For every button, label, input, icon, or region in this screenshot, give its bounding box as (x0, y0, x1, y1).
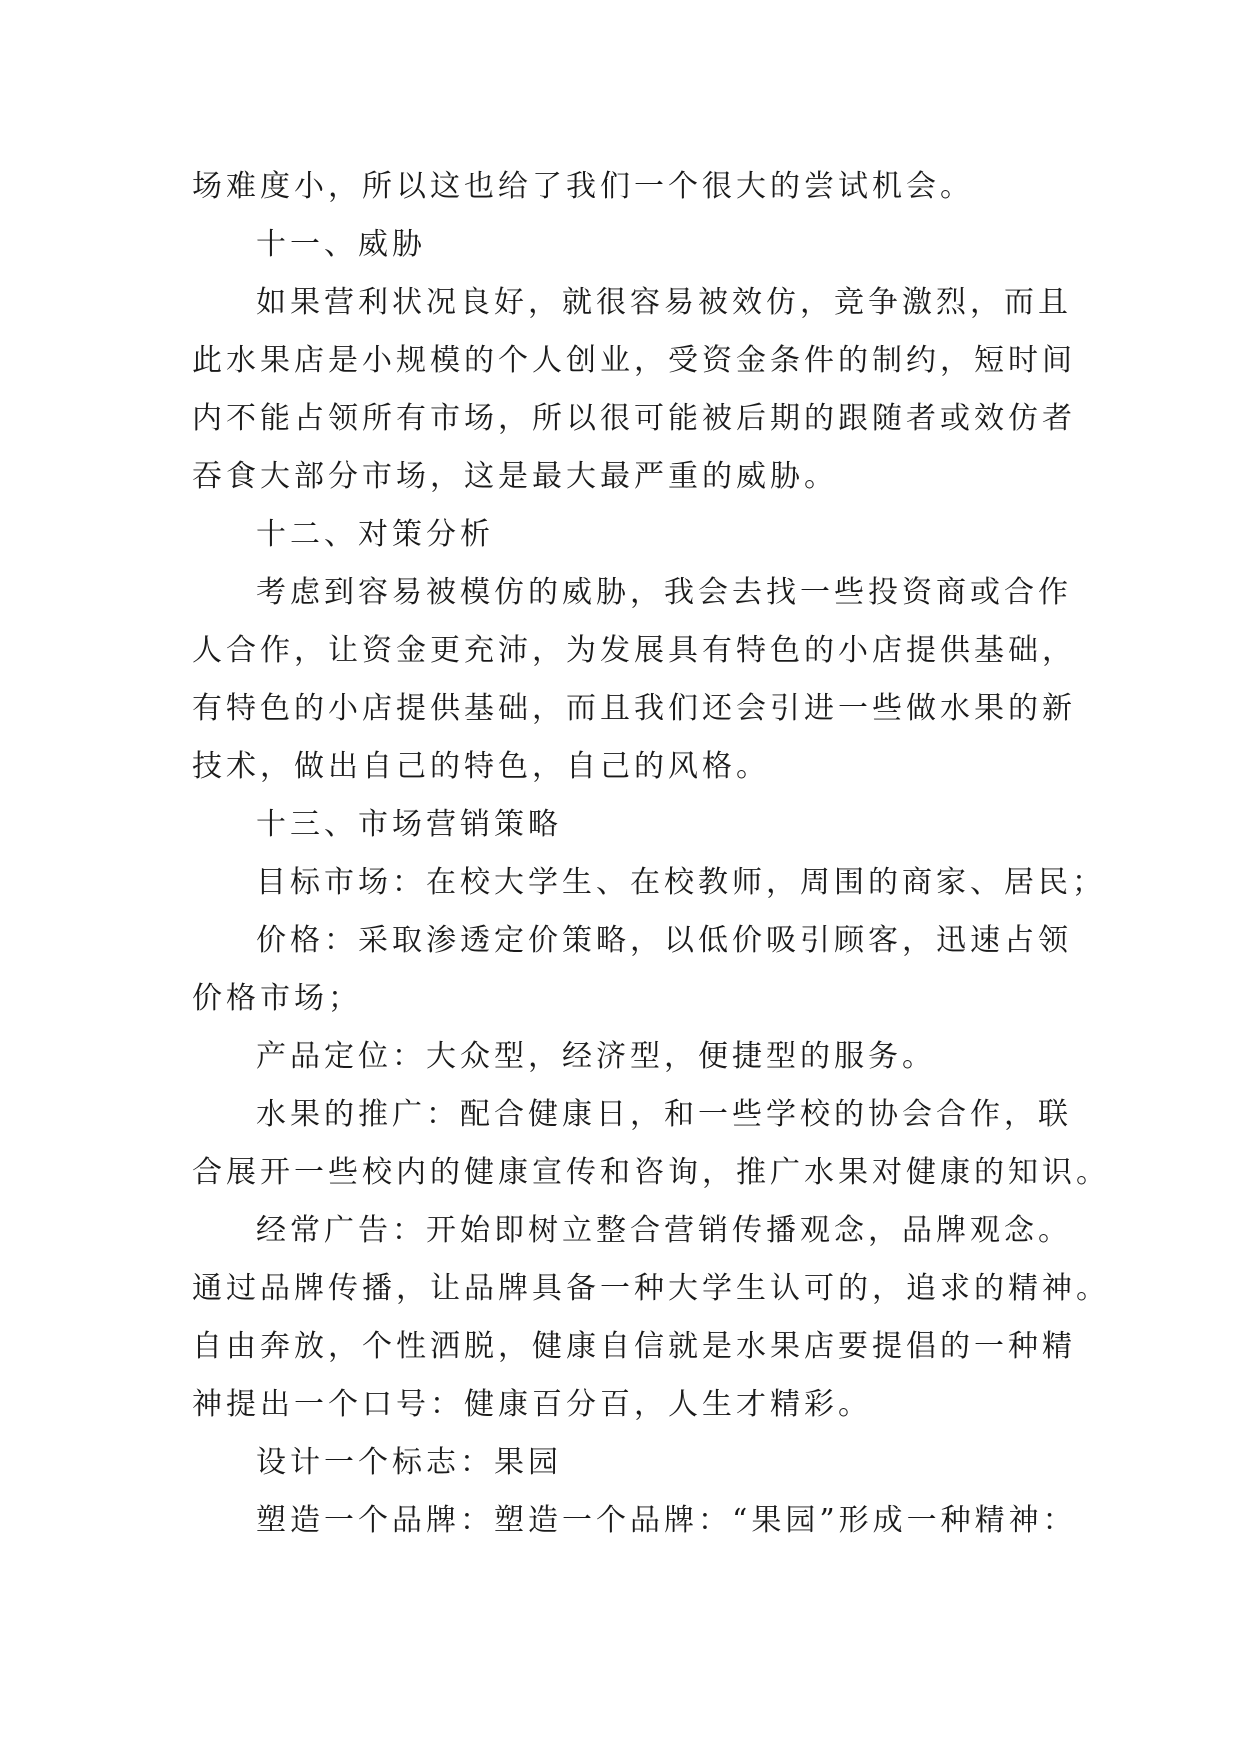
paragraph-line: 吞食大部分市场，这是最大最严重的威胁。 (192, 459, 838, 494)
paragraph-line-price: 价格：采取渗透定价策略，以低价吸引顾客，迅速占领 (256, 923, 1072, 958)
paragraph-line: 价格市场； (192, 981, 362, 1016)
paragraph-line-logo: 设计一个标志：果园 (256, 1445, 562, 1480)
paragraph-line: 如果营利状况良好，就很容易被效仿，竞争激烈，而且 (256, 285, 1072, 320)
paragraph-line: 有特色的小店提供基础，而且我们还会引进一些做水果的新 (192, 691, 1076, 726)
paragraph-line: 通过品牌传播，让品牌具备一种大学生认可的，追求的精神。 (192, 1271, 1110, 1306)
paragraph-line: 人合作，让资金更充沛，为发展具有特色的小店提供基础， (192, 633, 1076, 668)
section-heading-marketing-strategy: 十三、市场营销策略 (256, 807, 562, 842)
paragraph-line-brand: 塑造一个品牌：塑造一个品牌：“果园”形成一种精神： (256, 1503, 1077, 1538)
paragraph-line-positioning: 产品定位：大众型，经济型，便捷型的服务。 (256, 1039, 936, 1074)
paragraph-line: 神提出一个口号：健康百分百，人生才精彩。 (192, 1387, 872, 1422)
paragraph-line: 此水果店是小规模的个人创业，受资金条件的制约，短时间 (192, 343, 1076, 378)
section-heading-countermeasures: 十二、对策分析 (256, 517, 494, 552)
paragraph-line: 合展开一些校内的健康宣传和咨询，推广水果对健康的知识。 (192, 1155, 1110, 1190)
paragraph-line: 考虑到容易被模仿的威胁，我会去找一些投资商或合作 (256, 575, 1072, 610)
paragraph-continuation-line: 场难度小，所以这也给了我们一个很大的尝试机会。 (192, 169, 974, 204)
document-body (192, 158, 1110, 1550)
paragraph-line: 自由奔放，个性洒脱，健康自信就是水果店要提倡的一种精 (192, 1329, 1076, 1364)
paragraph-line: 内不能占领所有市场，所以很可能被后期的跟随者或效仿者 (192, 401, 1076, 436)
paragraph-line-promotion: 水果的推广：配合健康日，和一些学校的协会合作，联 (256, 1097, 1072, 1132)
paragraph-line-target-market: 目标市场：在校大学生、在校教师，周围的商家、居民； (256, 865, 1106, 900)
paragraph-line-advertising: 经常广告：开始即树立整合营销传播观念，品牌观念。 (256, 1213, 1072, 1248)
paragraph-line: 技术，做出自己的特色，自己的风格。 (192, 749, 770, 784)
section-heading-threats: 十一、威胁 (256, 227, 426, 262)
